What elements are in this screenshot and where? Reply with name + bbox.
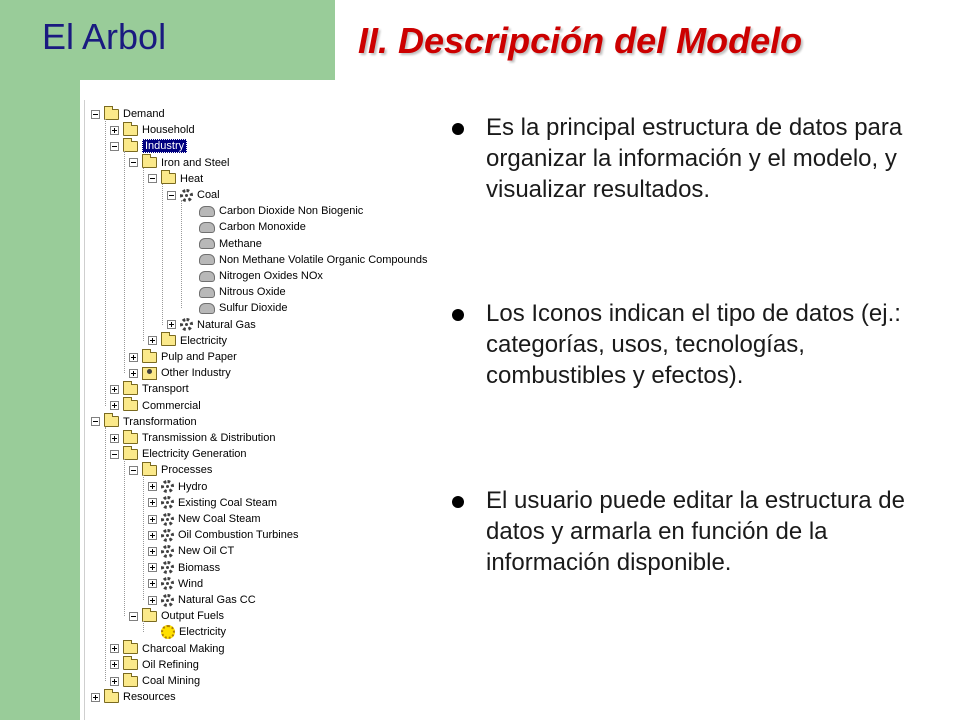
tree-node-label: Electricity [179, 626, 227, 639]
expand-plus-icon[interactable] [148, 579, 157, 588]
expand-plus-icon[interactable] [91, 693, 100, 702]
folder-icon [123, 643, 138, 654]
expand-plus-icon[interactable] [110, 126, 119, 135]
expand-plus-icon[interactable] [110, 660, 119, 669]
tree-node[interactable] [186, 284, 286, 300]
tree-node-label: Carbon Dioxide Non Biogenic [219, 205, 364, 218]
expand-plus-icon[interactable] [148, 482, 157, 491]
tree-node-label: Resources [123, 691, 176, 704]
tree-node-label: Charcoal Making [142, 642, 225, 655]
tree-node-label: Natural Gas [197, 318, 256, 331]
tree-connector-line [143, 475, 144, 600]
tree-node[interactable] [167, 187, 220, 203]
tree-node-label: Coal [197, 189, 220, 201]
tree-node[interactable] [110, 122, 195, 138]
folder-icon [104, 692, 119, 703]
tree-node[interactable] [110, 673, 200, 689]
tree-node-label: Oil Combustion Turbines [178, 529, 299, 542]
app-title: El Arbol [42, 16, 167, 57]
emission-cloud-icon [199, 254, 215, 265]
expand-plus-icon[interactable] [110, 385, 119, 394]
folder-icon [104, 109, 119, 120]
tree-node[interactable] [91, 414, 197, 430]
gear-icon [161, 529, 174, 542]
collapse-minus-icon[interactable] [129, 158, 138, 167]
folder-icon [123, 384, 138, 395]
tree-connector-line [105, 119, 106, 406]
tree-node[interactable] [186, 236, 262, 252]
tree-node[interactable] [91, 689, 176, 705]
bullet-dot-icon [452, 309, 464, 321]
emission-cloud-icon [199, 271, 215, 282]
expand-plus-icon[interactable] [110, 677, 119, 686]
tree-node[interactable] [148, 479, 207, 495]
folder-icon [123, 433, 138, 444]
bullet-text: Los Iconos indican el tipo de datos (ej.: categorías, usos, tecnologías, combustibles y efectos). [486, 300, 901, 389]
tree-node-label: Coal Mining [142, 675, 201, 687]
gear-icon [161, 561, 174, 574]
tree-node[interactable] [167, 317, 256, 333]
expand-plus-icon[interactable] [129, 353, 138, 362]
expand-plus-icon[interactable] [110, 644, 119, 653]
tree-node[interactable] [129, 349, 237, 365]
folder-icon [123, 125, 138, 136]
collapse-minus-icon[interactable] [91, 110, 100, 119]
folder-icon [142, 157, 157, 168]
collapse-minus-icon[interactable] [148, 174, 157, 183]
tree-node[interactable] [186, 252, 428, 268]
tree-node[interactable] [148, 171, 203, 187]
tree-node-label: Carbon Monoxide [219, 221, 306, 234]
bullet-dot-icon [452, 123, 464, 135]
expand-plus-icon[interactable] [148, 563, 157, 572]
tree-node[interactable] [129, 462, 212, 478]
tree-node-label: Demand [123, 108, 165, 120]
tree-node[interactable] [148, 333, 227, 349]
tree-view[interactable] [84, 100, 435, 720]
collapse-minus-icon[interactable] [91, 417, 100, 426]
folder-icon [123, 400, 138, 411]
folder-icon [123, 141, 138, 152]
tree-spacer [186, 288, 195, 297]
tree-spacer [186, 272, 195, 281]
tree-connector-line [124, 151, 125, 373]
tree-node[interactable] [148, 624, 226, 640]
tree-connector-line [105, 427, 106, 681]
expand-plus-icon[interactable] [148, 531, 157, 540]
collapse-minus-icon[interactable] [110, 142, 119, 151]
slide-title: II. Descripción del Modelo [358, 20, 803, 61]
expand-plus-icon[interactable] [148, 498, 157, 507]
emission-cloud-icon [199, 222, 215, 233]
emission-cloud-icon [199, 238, 215, 249]
tree-node-label: Oil Refining [142, 658, 199, 671]
gear-icon [161, 496, 174, 509]
emission-cloud-icon [199, 303, 215, 314]
collapse-minus-icon[interactable] [110, 450, 119, 459]
tree-node-label: New Oil CT [178, 545, 235, 558]
expand-plus-icon[interactable] [110, 434, 119, 443]
tree-node[interactable] [91, 106, 165, 122]
category-folder-icon [142, 367, 157, 380]
tree-spacer [186, 223, 195, 232]
tree-node[interactable] [148, 560, 220, 576]
expand-plus-icon[interactable] [148, 547, 157, 556]
bullet-dot-icon [452, 496, 464, 508]
folder-icon [142, 465, 157, 476]
tree-node[interactable] [110, 430, 275, 446]
tree-node[interactable] [110, 398, 201, 414]
tree-node-label: Non Methane Volatile Organic Compounds [219, 253, 428, 266]
tree-node-label: Processes [161, 464, 213, 477]
tree-node-label: New Coal Steam [178, 513, 261, 525]
tree-node[interactable] [186, 300, 287, 316]
tree-node[interactable] [148, 495, 277, 511]
tree-node-label: Sulfur Dioxide [219, 302, 288, 315]
tree-spacer [186, 207, 195, 216]
tree-connector-line [143, 621, 144, 632]
folder-icon [123, 676, 138, 687]
tree-node[interactable] [186, 219, 306, 235]
gear-icon [161, 545, 174, 558]
bullet-text: Es la principal estructura de datos para organizar la información y el modelo, y visualizar resultados. [486, 114, 903, 203]
tree-node[interactable] [148, 543, 234, 559]
bullet-item [452, 298, 922, 391]
expand-plus-icon[interactable] [148, 336, 157, 345]
tree-spacer [186, 255, 195, 264]
tree-connector-line [124, 459, 125, 616]
folder-icon [104, 416, 119, 427]
tree-node-label: Transmission & Distribution [142, 432, 276, 444]
bullet-text: El usuario puede editar la estructura de datos y armarla en función de la información disponible. [486, 487, 905, 576]
collapse-minus-icon[interactable] [167, 191, 176, 200]
tree-node[interactable] [148, 576, 203, 592]
gear-icon [180, 189, 193, 202]
expand-plus-icon[interactable] [110, 401, 119, 410]
tree-spacer [148, 628, 157, 637]
tree-node-label: Heat [180, 172, 204, 185]
gear-icon [161, 480, 174, 493]
expand-plus-icon[interactable] [148, 596, 157, 605]
tree-node[interactable] [148, 592, 256, 608]
bullet-item [452, 485, 922, 578]
tree-node[interactable] [148, 511, 261, 527]
tree-node[interactable] [129, 365, 231, 381]
tree-node[interactable] [110, 657, 199, 673]
tree-node-label: Transport [142, 383, 189, 396]
tree-node[interactable] [110, 381, 189, 397]
expand-plus-icon[interactable] [129, 369, 138, 378]
tree-node[interactable] [110, 446, 247, 462]
tree-node-label: Household [142, 124, 195, 137]
collapse-minus-icon[interactable] [129, 612, 138, 621]
collapse-minus-icon[interactable] [129, 466, 138, 475]
gear-icon [161, 594, 174, 607]
tree-node[interactable] [110, 641, 225, 657]
expand-plus-icon[interactable] [167, 320, 176, 329]
tree-node-label: Electricity Generation [142, 448, 247, 461]
tree-node-label: Industry [142, 139, 187, 153]
bullet-item [452, 112, 922, 205]
tree-node-label: Transformation [123, 415, 197, 428]
folder-icon [142, 611, 157, 622]
gear-icon [161, 577, 174, 590]
tree-node-label: Other Industry [161, 367, 231, 380]
fuel-spark-icon [161, 625, 175, 639]
tree-connector-line [143, 168, 144, 341]
tree-spacer [186, 239, 195, 248]
left-green-strip [0, 80, 80, 720]
tree-node-label: Electricity [180, 334, 228, 347]
tree-node[interactable] [186, 203, 363, 219]
tree-connector-line [162, 184, 163, 325]
tree-node-label: Biomass [178, 561, 221, 574]
tree-node-label: Existing Coal Steam [178, 496, 278, 509]
tree-node[interactable] [148, 527, 298, 543]
tree-node-label: Commercial [142, 399, 201, 412]
emission-cloud-icon [199, 287, 215, 298]
folder-icon [161, 173, 176, 184]
tree-node-label: Pulp and Paper [161, 351, 237, 363]
tree-node-label: Wind [178, 577, 204, 590]
tree-node-label: Nitrous Oxide [219, 286, 286, 299]
tree-node-label: Methane [219, 237, 262, 250]
tree-node-label: Iron and Steel [161, 156, 230, 169]
tree-node[interactable] [186, 268, 323, 284]
folder-icon [123, 659, 138, 670]
tree-connector-line [181, 200, 182, 308]
tree-node[interactable] [129, 155, 230, 171]
gear-icon [180, 318, 193, 331]
gear-icon [161, 513, 174, 526]
folder-icon [142, 352, 157, 363]
folder-icon [123, 449, 138, 460]
tree-spacer [186, 304, 195, 313]
tree-node[interactable] [110, 138, 187, 154]
tree-node-label: Hydro [178, 480, 208, 493]
tree-node-label: Nitrogen Oxides NOx [219, 270, 323, 282]
emission-cloud-icon [199, 206, 215, 217]
tree-node-label: Natural Gas CC [178, 594, 256, 606]
expand-plus-icon[interactable] [148, 515, 157, 524]
folder-icon [161, 335, 176, 346]
tree-node-label: Output Fuels [161, 610, 224, 623]
